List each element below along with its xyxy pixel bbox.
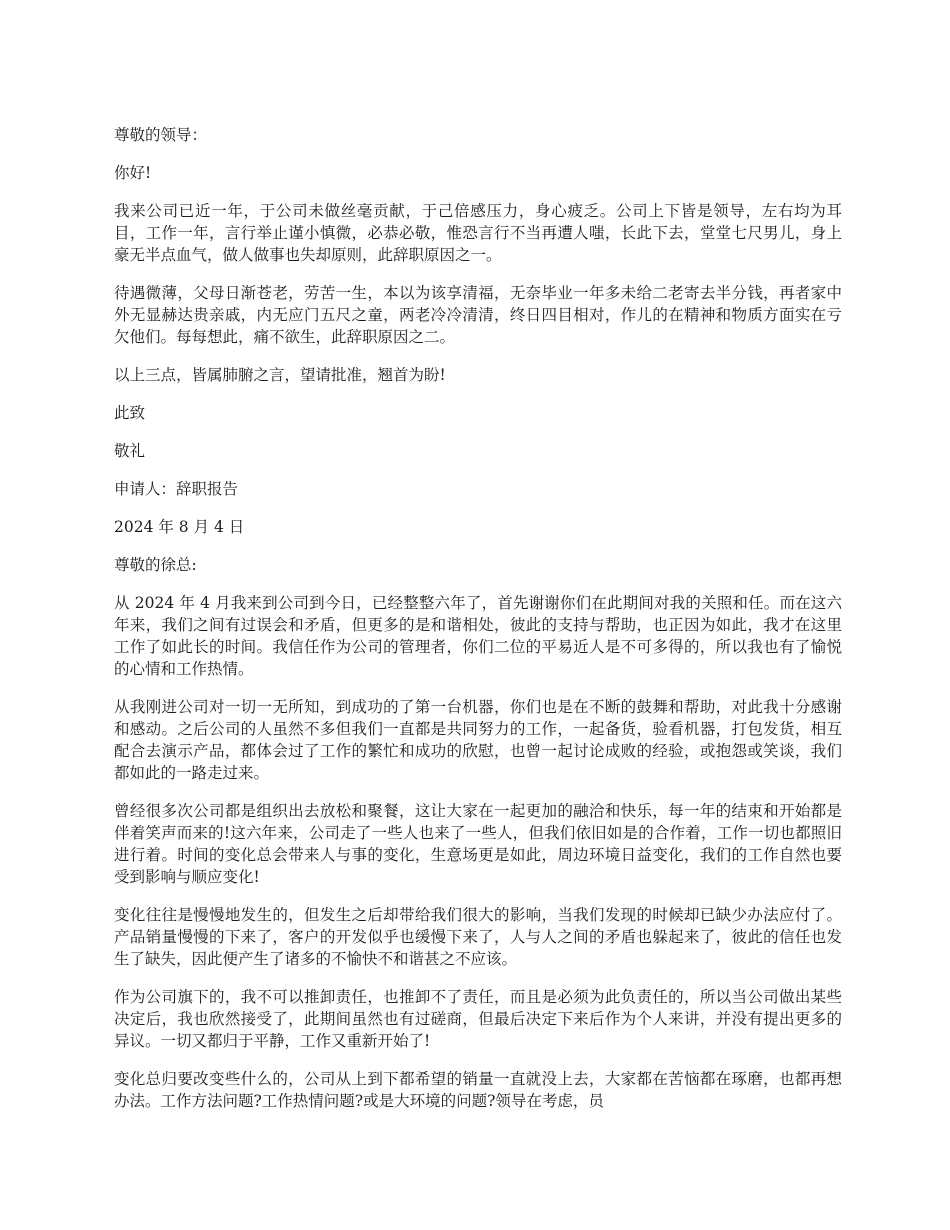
paragraph-reason-one: 我来公司已近一年，于公司未做丝毫贡献，于己倍感压力，身心疲乏。公司上下皆是领导，左右均为耳目，工作一年，言行举止谨小慎微，必恭必敬，惟恐言行不当再遭人嗤，长此下去，堂堂七尺男儿，身上豪无半点血气，做人做事也失却原则，此辞职原因之一。	[114, 202, 842, 264]
salutation-leader: 尊敬的领导：	[114, 126, 208, 144]
paragraph-body: 作为公司旗下的，我不可以推卸责任，也推卸不了责任，而且是必须为此负责任的，所以当公司做出某些决定后，我也欣然接受了，此期间虽然也有过磋商，但最后决定下来后作为个人来讲，并没有提出更多的异议。一切又都归于平静，工作又重新开始了!	[114, 988, 842, 1050]
closing-jingli: 敬礼	[114, 442, 146, 460]
greeting: 你好!	[114, 164, 152, 182]
paragraph-reason-two: 待遇微薄，父母日渐苍老，劳苦一生，本以为该享清福，无奈毕业一年多未给二老寄去半分钱，再者家中外无显赫达贵亲戚，内无应门五尺之童，两老冷冷清清，终日四目相对，作儿的在精神和物质方面实在亏欠他们。每每想此，痛不欲生，此辞职原因之二。	[114, 284, 842, 346]
paragraph-body: 从 2024 年 4 月我来到公司到今日，已经整整六年了，首先谢谢你们在此期间对我的关照和任。而在这六年来，我们之间有过误会和矛盾，但更多的是和谐相处，彼此的支持与帮助，也正因为如此，我才在这里工作了如此长的时间。我信任作为公司的管理者，你们二位的平易近人是不可多得的，所以我也有了愉悦的心情和工作热情。	[114, 594, 842, 678]
paragraph-body: 变化往往是慢慢地发生的，但发生之后却带给我们很大的影响，当我们发现的时候却已缺少办法应付了。产品销量慢慢的下来了，客户的开发似乎也缓慢下来了，人与人之间的矛盾也躲起来了，彼此的信任也发生了缺失，因此便产生了诸多的不愉快不和谐甚之不应该。	[114, 906, 842, 968]
salutation-xu: 尊敬的徐总:	[114, 556, 197, 574]
paragraph-body: 曾经很多次公司都是组织出去放松和聚餐，这让大家在一起更加的融洽和快乐，每一年的结束和开始都是伴着笑声而来的!这六年来，公司走了一些人也来了一些人，但我们依旧如是的合作着，工作一切也都照旧进行着。时间的变化总会带来人与事的变化，生意场更是如此，周边环境日益变化，我们的工作自然也要受到影响与顺应变化!	[114, 802, 842, 886]
applicant-line: 申请人：辞职报告	[114, 480, 239, 498]
closing-cizhi: 此致	[114, 404, 146, 422]
paragraph-request: 以上三点，皆属肺腑之言，望请批准，翘首为盼!	[114, 366, 446, 384]
paragraph-body: 从我刚进公司对一切一无所知，到成功的了第一台机器，你们也是在不断的鼓舞和帮助，对此我十分感谢和感动。之后公司的人虽然不多但我们一直都是共同努力的工作，一起备货，验看机器，打包发货，相互配合去演示产品，都体会过了工作的繁忙和成功的欣慰，也曾一起讨论成败的经验，或抱怨或笑谈，我们都如此的一路走过来。	[114, 698, 842, 782]
paragraph-body: 变化总归要改变些什么的，公司从上到下都希望的销量一直就没上去，大家都在苦恼都在琢磨，也都再想办法。工作方法问题?工作热情问题?或是大环境的问题?领导在考虑，员	[114, 1070, 842, 1110]
date-line: 2024 年 8 月 4 日	[114, 518, 245, 536]
document-body	[114, 124, 842, 1128]
